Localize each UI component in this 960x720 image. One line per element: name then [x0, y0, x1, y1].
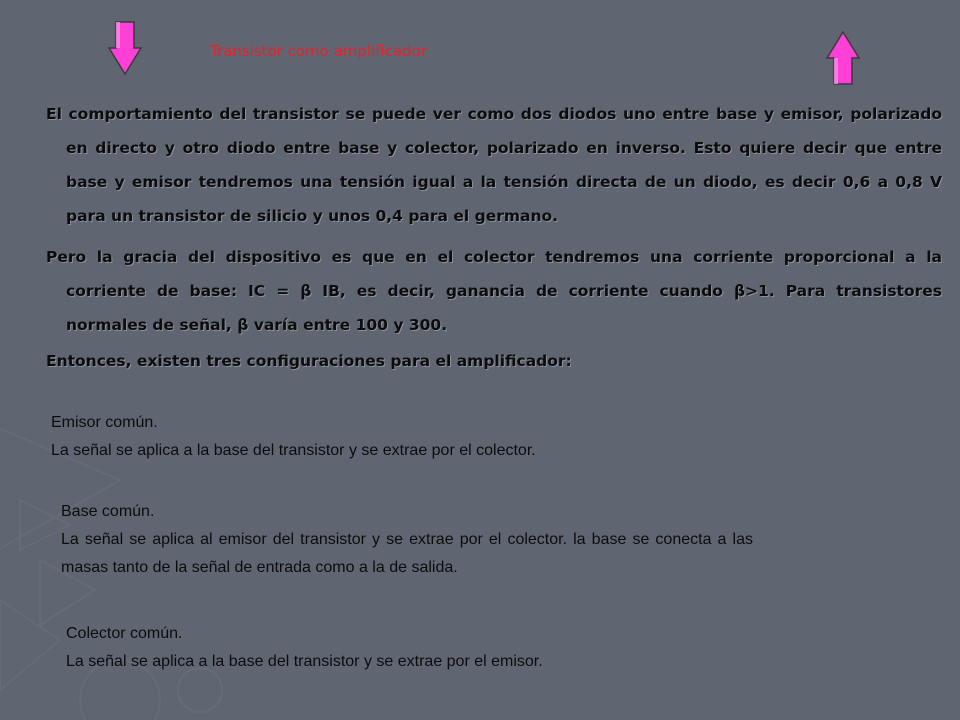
config-description: La señal se aplica a la base del transistor y se extrae por el emisor.: [66, 653, 543, 670]
config-name: Colector común.: [66, 625, 183, 642]
config-base-comun: [61, 498, 753, 582]
paragraph-configurations-intro: Entonces, existen tres configuraciones para el amplificador:: [46, 352, 572, 370]
paragraph-diodes: El comportamiento del transistor se puede ver como dos diodos uno entre base y emisor, polarizado en directo y otro diodo entre base y colector, polarizado en inverso. Esto quiere decir que entre base y emisor tendremos una tensión igual a la tensión directa de un diodo, es decir 0,6 a 0,8 V para un transistor de silicio y unos 0,4 para el germano.: [46, 105, 942, 225]
config-description: La señal se aplica a la base del transistor y se extrae por el colector.: [51, 442, 536, 459]
config-name: Base común.: [61, 503, 155, 520]
slide-title: Transistor como amplificador: [210, 42, 428, 60]
arrow-down-icon[interactable]: [107, 20, 143, 76]
arrow-up-icon[interactable]: [825, 30, 861, 86]
config-description: La señal se aplica al emisor del transistor y se extrae por el colector. la base se conecta a las masas tanto de la señal de entrada como a la de salida.: [61, 531, 753, 576]
config-name: Emisor común.: [51, 414, 158, 431]
paragraph-gain: Pero la gracia del dispositivo es que en el colector tendremos una corriente proporcional a la corriente de base: IC = β IB, es decir, ganancia de corriente cuando β>1. Para transistores normales de señal, β varía entre 100 y 300.: [46, 248, 942, 334]
config-emisor-comun: [51, 409, 536, 465]
config-colector-comun: [66, 620, 543, 676]
